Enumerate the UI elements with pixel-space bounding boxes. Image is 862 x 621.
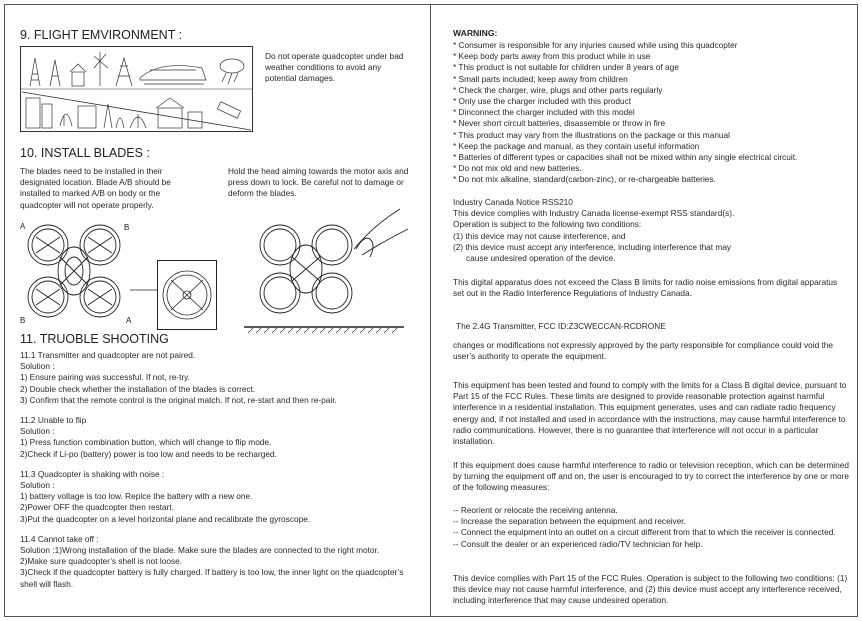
ts-11-1-line: 1) Ensure pairing was successful. If not, re-try. [20, 372, 190, 383]
blade-label-a-top: A [20, 222, 26, 231]
quadcopter-blades-diagram [20, 215, 145, 330]
warning-item: * This product is not suitable for children under 8 years of age [453, 62, 679, 73]
ts-11-3-line: 3)Put the quadcopter on a level horizontal plane and recalibrate the gyroscope. [20, 513, 311, 524]
ts-11-4-title: 11.4 Cannot take off : [20, 533, 99, 544]
trouble-shooting-heading: 11. TRUOBLE SHOOTING [20, 332, 169, 346]
ts-11-3-solution: Solution : [20, 480, 55, 491]
warning-list [453, 40, 848, 186]
ts-11-1-solution: Solution : [20, 361, 55, 372]
ic-line: Operation is subject to the following two conditions: [453, 219, 642, 230]
blades-instructions-left: The blades need to be installed in their designated location. Blade A/B should be installed to marked A/B on body or the quadcopter will not operate properly. [20, 166, 171, 210]
inset-connector-line [130, 285, 160, 295]
fcc-class-b-notice: This equipment has been tested and found to comply with the limits for a Class B digital device, pursuant to Part 15 of the FCC Rules. These limits are designed to provide reasonable protection against harmful interference in a residential installation. This equipment generates, uses and can radiate radio frequency energy and, if not installed and used in accordance with the instructions, may cause harmful interference to radio communications. However, there is no guarantee that interference will not occur in a particular installation. [453, 380, 847, 447]
warning-item: * Keep body parts away from this product while in use [453, 51, 651, 62]
ts-11-3-title: 11.3 Quadcopter is shaking with noise : [20, 468, 165, 479]
ts-11-1-line: 2) Double check whether the installation of the blades is correct. [20, 383, 256, 394]
ts-11-2-title: 11.2 Unable to flip [20, 415, 87, 426]
ic-line: This device complies with Industry Canada license-exempt RSS standard(s). [453, 208, 735, 219]
ts-11-1-line: 3) Confirm that the remote control is the original match. If not, re-start and then re-pair. [20, 394, 337, 405]
ts-11-4-line: 2)Make sure quadcopter’s shell is not loose. [20, 556, 183, 567]
blade-label-b-bottom: B [20, 316, 26, 325]
ts-11-3-line: 1) battery voltage is too low. Replce the battery with a new one. [20, 491, 253, 502]
warning-item: * Small parts included; keep away from children [453, 73, 628, 84]
warning-item: * Dinconnect the charger included with this model [453, 107, 635, 118]
digital-apparatus-notice: This digital apparatus does not exceed the Class B limits for radio noise emissions from digital apparatus set out in the Radio Interference Regulations of Industry Canada. [453, 277, 838, 299]
warning-item: * This product may vary from the illustrations on the package or this manual [453, 129, 731, 140]
ts-11-4-line: Solution :1)Wrong installation of the blade. Make sure the blades are connected to the right motor. [20, 545, 380, 556]
fcc-id: The 2.4G Transmitter, FCC ID:Z3CWECCAN-RCDRONE [456, 321, 666, 331]
measure-item: -- Reorient or relocate the receiving antenna. [453, 505, 618, 515]
warning-item: * Check the charger, wire, plugs and other parts regularly [453, 84, 663, 95]
part15-notice: This device complies with Part 15 of the FCC Rules. Operation is subject to the following two conditions: (1) this device may not cause harmful interference, and (2) this device must accept any interference received, including interference that may cause undesired operation. [453, 573, 848, 606]
warning-title: WARNING: [453, 28, 498, 38]
ts-11-2-line: 2)Check if Li-po (battery) power is too low and needs to be recharged. [20, 448, 277, 459]
measure-item: -- Connect the equipment into an outlet on a circuit different from that to which the receiver is connected. [453, 527, 836, 538]
trouble-shooting-body [20, 350, 420, 590]
measure-item: -- Increase the separation between the equipment and receiver. [453, 516, 686, 527]
flight-environment-heading: 9. FLIGHT EMVIRONMENT : [20, 28, 183, 42]
ic-line: cause undesired operation of the device. [466, 253, 616, 264]
ic-line: (1) this device may not cause interference, and [453, 230, 626, 241]
blades-instructions-right: Hold the head aiming towards the motor axis and press down to lock. Be careful not to damage or deform the blades. [228, 166, 409, 199]
ic-line: (2) this device must accept any interference, including interference that may [453, 241, 732, 252]
changes-notice: changes or modifications not expressly approved by the party responsible for compliance could void the user’s authority to operate the equipment. [453, 340, 834, 362]
blade-press-diagram [244, 205, 414, 335]
ts-11-2-solution: Solution : [20, 426, 55, 437]
warning-item: * Do not mix alkaline, standard(carbon-zinc), or re-chargeable batteries. [453, 174, 716, 185]
blade-closeup-inset [157, 260, 217, 330]
warning-item: * Keep the package and manual, as they contain useful information [453, 140, 700, 151]
install-blades-heading: 10. INSTALL BLADES : [20, 146, 150, 160]
weather-note: Do not operate quadcopter under bad weather conditions to avoid any potential damages. [265, 51, 404, 84]
warning-item: * Only use the charger included with this product [453, 96, 632, 107]
warning-item: * Never short circuit batteries, disassemble or throw in fire [453, 118, 666, 129]
warning-item: * Batteries of different types or capacities shall not be mixed within any single electrical circuit. [453, 152, 798, 163]
blade-label-a-bottom: A [126, 316, 132, 325]
warning-item: * Do not mix old and new batteries. [453, 163, 582, 174]
warning-item: * Consumer is responsible for any injuries caused while using this quadcopter [453, 40, 738, 50]
measure-item: -- Consult the dealer or an experienced radio/TV technician for help. [453, 538, 703, 549]
ic-title: Industry Canada Notice RSS210 [453, 197, 573, 207]
weather-warning-illustration [20, 46, 253, 132]
ts-11-4-line: 3)Check if the quadcopter battery is fully charged. If battery is too low, the inner light on the quadcopter’s shell will flash. [20, 567, 404, 589]
ts-11-3-line: 2)Power OFF the quadcopter then restart. [20, 502, 175, 513]
ts-11-2-line: 1) Press function combination button, which will change to flip mode. [20, 437, 272, 448]
industry-canada-notice [453, 197, 848, 264]
interference-notice: If this equipment does cause harmful interference to radio or television reception, which can be determined by turning the equipment off and on, the user is encouraged to try to correct the interference by one or more of the following measures: [453, 460, 849, 493]
blade-label-b-top: B [124, 223, 130, 232]
measures-list [453, 505, 849, 550]
ts-11-1-title: 11.1 Transmitter and quadcopter are not paired. [20, 350, 196, 360]
column-divider [430, 4, 431, 617]
